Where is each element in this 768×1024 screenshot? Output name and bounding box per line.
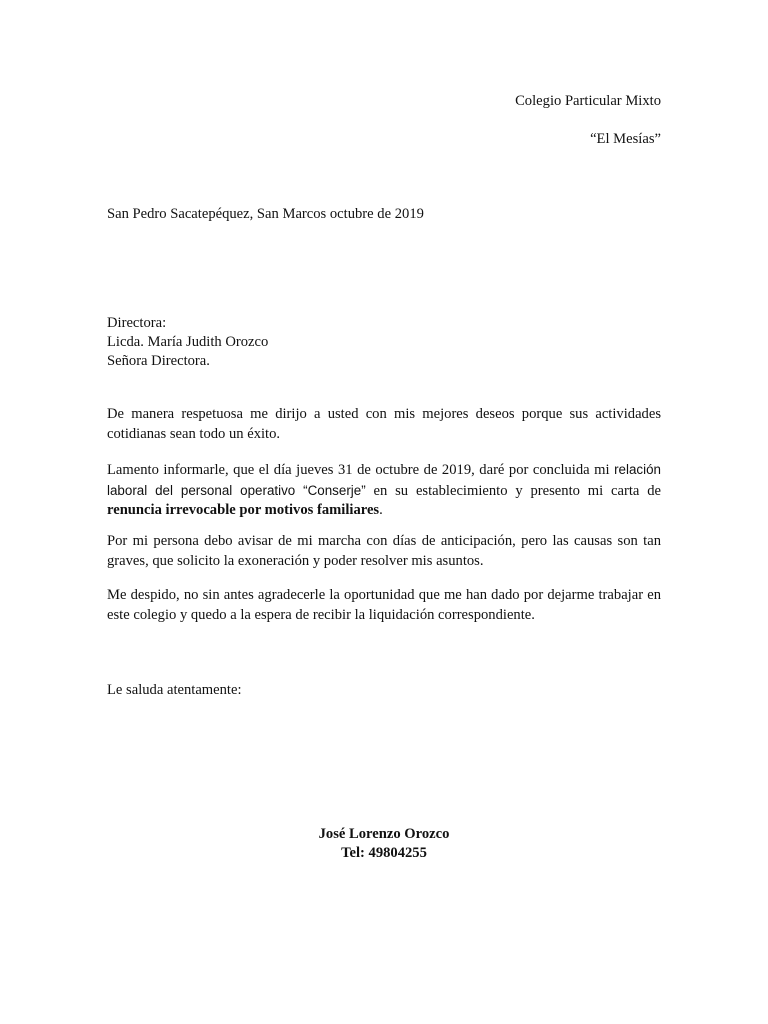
resignation-reason: renuncia irrevocable por motivos familiares <box>107 502 380 518</box>
paragraph-greeting: De manera respetuosa me dirijo a usted con mis mejores deseos porque sus actividades cotidianas sean todo un éxito. <box>107 406 661 442</box>
recipient-name: Licda. María Judith Orozco <box>107 334 269 350</box>
place-date: San Pedro Sacatepéquez, San Marcos octubre de 2019 <box>107 206 424 222</box>
signature-phone: Tel: 49804255 <box>341 845 427 861</box>
recipient-title: Directora: <box>107 315 167 331</box>
closing-line: Le saluda atentamente: <box>107 682 242 698</box>
resignation-text-start: Lamento informarle, que el día jueves 31 de octubre de 2019, daré por concluida mi <box>107 462 615 478</box>
school-name: Colegio Particular Mixto <box>515 93 661 109</box>
resignation-role-text: relación laboral del personal operativo “Conserje” <box>107 462 661 498</box>
resignation-text-middle: en su establecimiento y presento mi carta de <box>365 482 661 499</box>
recipient-salutation: Señora Directora. <box>107 353 210 369</box>
resignation-text-end: . <box>379 502 383 518</box>
school-nickname: “El Mesías” <box>590 131 661 147</box>
signature-name: José Lorenzo Orozco <box>318 826 450 842</box>
paragraph-farewell: Me despido, no sin antes agradecerle la oportunidad que me han dado por dejarme trabajar en este colegio y quedo a la espera de recibir la liquidación correspondiente. <box>107 587 661 623</box>
paragraph-notice: Por mi persona debo avisar de mi marcha con días de anticipación, pero las causas son tan graves, que solicito la exoneración y poder resolver mis asuntos. <box>107 533 661 569</box>
paragraph-resignation <box>107 460 661 521</box>
